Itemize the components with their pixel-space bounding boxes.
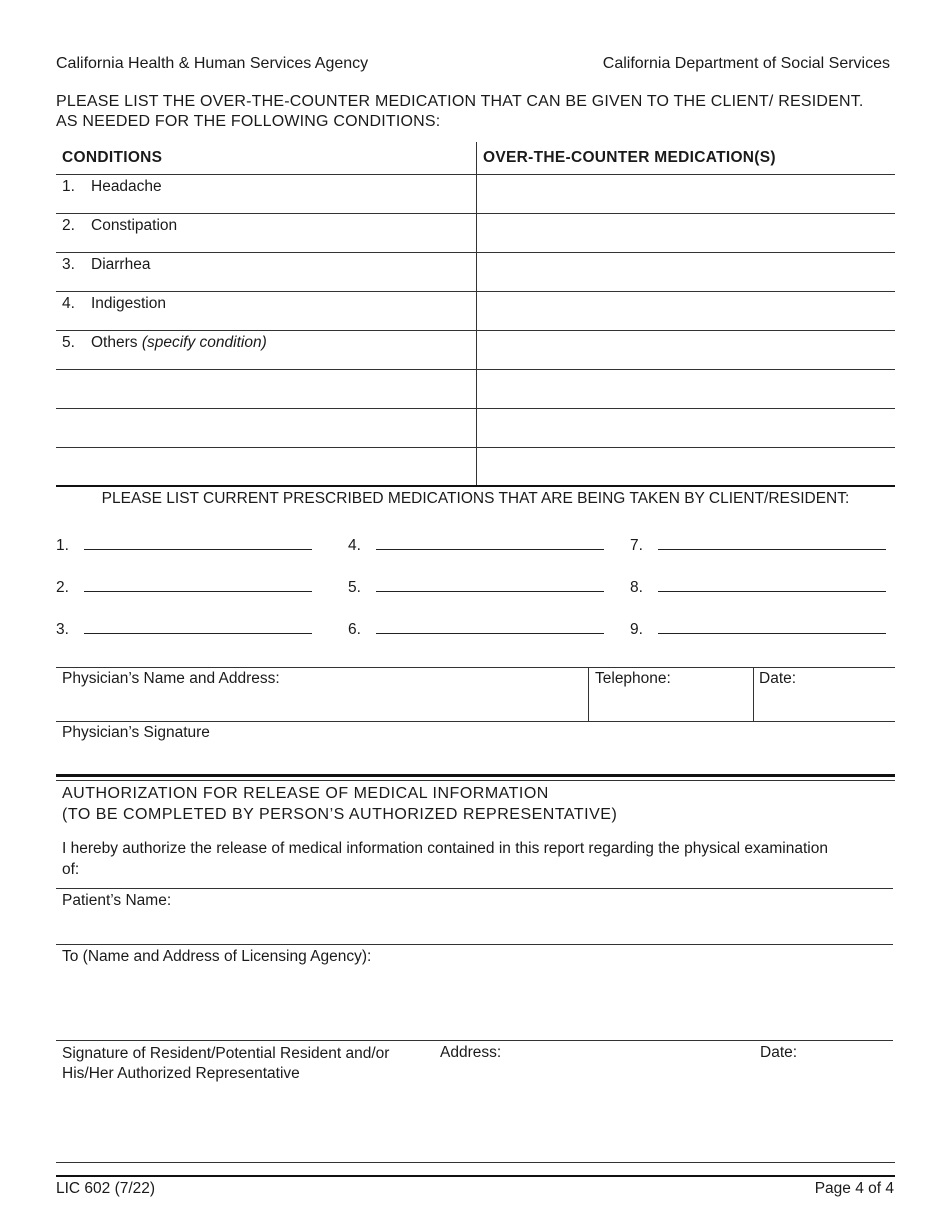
prescribed-item[interactable]: [630, 535, 886, 555]
telephone-field[interactable]: [590, 690, 750, 720]
physician-signature-label: Physician’s Signature: [62, 724, 210, 741]
prescribed-item[interactable]: [56, 619, 312, 639]
prescribed-item[interactable]: [348, 619, 604, 639]
authorization-statement: I hereby authorize the release of medical information contained in this report regarding the physical examination of:: [62, 840, 828, 878]
prescribed-line[interactable]: [84, 535, 312, 550]
licensing-agency-field[interactable]: [56, 970, 893, 1038]
address-field[interactable]: [436, 1068, 751, 1158]
patient-name-field[interactable]: [56, 912, 893, 942]
physician-date-field[interactable]: [755, 690, 893, 720]
physician-date-label: Date:: [759, 670, 797, 687]
prescribed-line[interactable]: [84, 619, 312, 634]
condition-row: [62, 178, 162, 196]
medication-field-diarrhea[interactable]: [477, 253, 895, 291]
footer-rule: [56, 1175, 895, 1177]
resident-signature-label-line2: His/Her Authorized Representative: [62, 1065, 300, 1082]
prescribed-line[interactable]: [376, 535, 604, 550]
licensing-agency-label: To (Name and Address of Licensing Agency):: [62, 948, 372, 965]
otc-table: [56, 142, 895, 488]
condition-row: [62, 295, 166, 313]
physician-name-address-label: Physician’s Name and Address:: [62, 670, 280, 687]
resident-signature-label-line1: Signature of Resident/Potential Resident and/or: [62, 1045, 390, 1062]
section-divider: [56, 774, 895, 777]
condition-row: [62, 256, 150, 274]
prescribed-item[interactable]: [630, 577, 886, 597]
condition-number: 4.: [62, 295, 75, 312]
authorization-date-label: Date:: [760, 1044, 798, 1061]
physician-name-address-field[interactable]: [56, 690, 586, 720]
prescribed-item[interactable]: [348, 535, 604, 555]
condition-number: 3.: [62, 256, 75, 273]
prescribed-item[interactable]: [348, 577, 604, 597]
other-medication-field[interactable]: [477, 370, 895, 408]
authorization-date-field[interactable]: [756, 1068, 893, 1158]
item-number: 1.: [56, 537, 69, 554]
prescribed-line[interactable]: [84, 577, 312, 592]
medication-field-headache[interactable]: [477, 175, 895, 213]
item-number: 2.: [56, 579, 69, 596]
other-medication-field[interactable]: [477, 409, 895, 447]
address-label: Address:: [440, 1044, 502, 1061]
authorization-title: [62, 783, 617, 825]
prescribed-item[interactable]: [56, 535, 312, 555]
prescribed-line[interactable]: [658, 535, 886, 550]
authorization-title-line1: AUTHORIZATION FOR RELEASE OF MEDICAL INFORMATION: [62, 785, 549, 802]
condition-row: [62, 217, 177, 235]
other-condition-field[interactable]: [56, 370, 476, 408]
prescribed-line[interactable]: [658, 577, 886, 592]
resident-signature-label: [62, 1044, 389, 1084]
prescribed-line[interactable]: [658, 619, 886, 634]
condition-label: Indigestion: [91, 295, 166, 312]
form-id: LIC 602 (7/22): [56, 1180, 156, 1197]
otc-instruction: PLEASE LIST THE OVER-THE-COUNTER MEDICATION THAT CAN BE GIVEN TO THE CLIENT/ RESIDENT. AS NEEDED FOR THE FOLLOWING CONDITIONS:: [56, 93, 864, 130]
condition-number: 5.: [62, 334, 75, 351]
telephone-label: Telephone:: [595, 670, 671, 687]
prescribed-item[interactable]: [630, 619, 886, 639]
agency-name: California Health & Human Services Agency: [56, 55, 369, 72]
other-condition-field[interactable]: [56, 448, 476, 485]
prescribed-item[interactable]: [56, 577, 312, 597]
condition-label: Headache: [91, 178, 162, 195]
condition-label: Diarrhea: [91, 256, 151, 273]
item-number: 4.: [348, 537, 361, 554]
resident-signature-field[interactable]: [56, 1090, 426, 1158]
prescribed-line[interactable]: [376, 577, 604, 592]
item-number: 8.: [630, 579, 643, 596]
prescribed-title: PLEASE LIST CURRENT PRESCRIBED MEDICATIONS THAT ARE BEING TAKEN BY CLIENT/RESIDENT:: [101, 490, 850, 507]
item-number: 9.: [630, 621, 643, 638]
other-medication-field[interactable]: [477, 448, 895, 485]
patient-name-label: Patient’s Name:: [62, 892, 172, 909]
authorization-title-line2: (TO BE COMPLETED BY PERSON’S AUTHORIZED REPRESENTATIVE): [62, 806, 618, 823]
condition-number: 2.: [62, 217, 75, 234]
item-number: 7.: [630, 537, 643, 554]
other-condition-field[interactable]: [56, 409, 476, 447]
condition-number: 1.: [62, 178, 75, 195]
medication-field-indigestion[interactable]: [477, 292, 895, 330]
page-number: Page 4 of 4: [814, 1180, 894, 1197]
physician-signature-field[interactable]: [56, 745, 895, 773]
conditions-header: CONDITIONS: [62, 149, 163, 166]
medications-header: OVER-THE-COUNTER MEDICATION(S): [483, 149, 776, 166]
prescribed-line[interactable]: [376, 619, 604, 634]
medication-field-constipation[interactable]: [477, 214, 895, 252]
condition-row: [62, 334, 267, 352]
item-number: 5.: [348, 579, 361, 596]
department-name: California Department of Social Services: [602, 55, 890, 72]
condition-note: (specify condition): [141, 334, 267, 351]
item-number: 3.: [56, 621, 69, 638]
medication-field-others[interactable]: [477, 331, 895, 369]
condition-label: Constipation: [91, 217, 178, 234]
condition-label: Others: [91, 334, 138, 351]
item-number: 6.: [348, 621, 361, 638]
